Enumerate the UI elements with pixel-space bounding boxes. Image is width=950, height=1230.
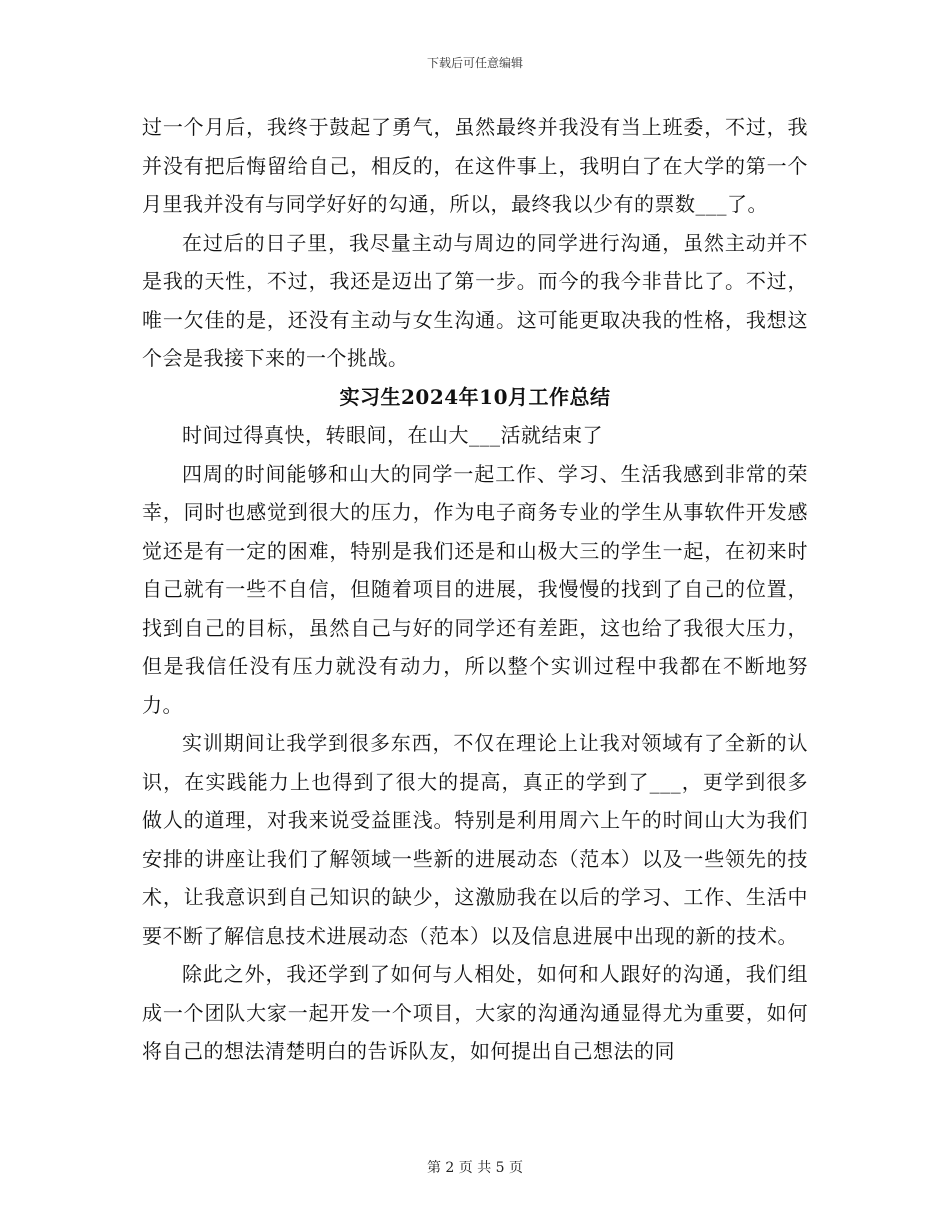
section-title: 实习生2024年10月工作总结 [339, 384, 611, 409]
paragraph-4: 四周的时间能够和山大的同学一起工作、学习、生活我感到非常的荣幸，同时也感觉到很大的压力，作为电子商务专业的学生从事软件开发感觉还是有一定的困难，特别是我们还是和山极大三的学生一起，在初来时自己就有一些不自信，但随着项目的进展，我慢慢的找到了自己的位置，找到自己的目标，虽然自己与好的同学还有差距，这也给了我很大压力，但是我信任没有压力就没有动力，所以整个实训过程中我都在不断地努力。 [142, 461, 808, 717]
page-header [0, 54, 950, 71]
paragraph-3: 时间过得真快，转眼间，在山大___活就结束了 [182, 423, 603, 447]
paragraph-6: 除此之外，我还学到了如何与人相处，如何和人跟好的沟通，我们组成一个团队大家一起开发一个项目，大家的沟通沟通显得尤为重要，如何将自己的想法清楚明白的告诉队友，如何提出自己想法的同 [142, 962, 808, 1063]
paragraph-5: 实训期间让我学到很多东西，不仅在理论上让我对领域有了全新的认识，在实践能力上也得到了很大的提高，真正的学到了___，更学到很多做人的道理，对我来说受益匪浅。特别是利用周六上午的时间山大为我们安排的讲座让我们了解领域一些新的进展动态（范本）以及一些领先的技术，让我意识到自己知识的缺少，这激励我在以后的学习、工作、生活中要不断了解信息技术进展动态（范本）以及信息进展中出现的新的技术。 [142, 731, 808, 948]
header-text: 下载后可任意编辑 [426, 56, 523, 70]
page-number: 第 2 页 共 5 页 [426, 1160, 524, 1176]
page-footer [0, 1157, 950, 1177]
paragraph-1: 过一个月后，我终于鼓起了勇气，虽然最终并我没有当上班委，不过，我并没有把后悔留给自己，相反的，在这件事上，我明白了在大学的第一个月里我并没有与同学好好的勾通，所以，最终我以少有的票数___了。 [142, 115, 808, 216]
document-body [142, 108, 808, 1071]
paragraph-2: 在过后的日子里，我尽量主动与周边的同学进行沟通，虽然主动并不是我的天性，不过，我还是迈出了第一步。而今的我今非昔比了。不过，唯一欠佳的是，还没有主动与女生沟通。这可能更取决我的性格，我想这个会是我接下来的一个挑战。 [142, 230, 808, 370]
